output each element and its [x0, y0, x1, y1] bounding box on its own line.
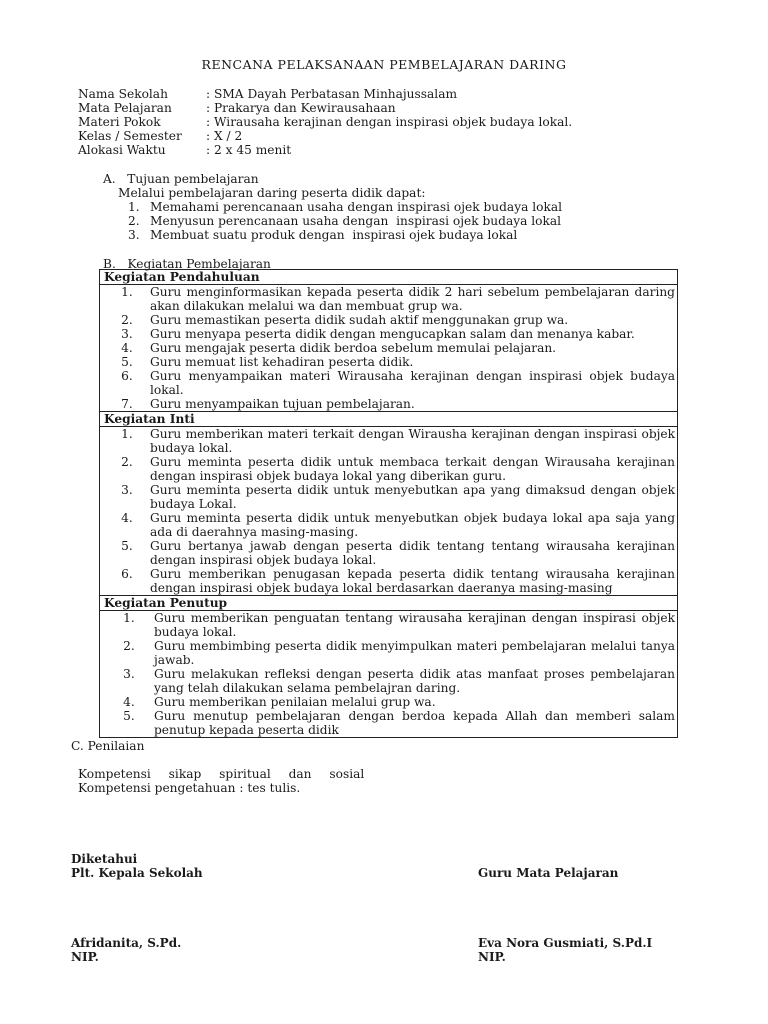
document-title: RENCANA PELAKSANAAN PEMBELAJARAN DARING: [201, 57, 567, 72]
list-item: [104, 709, 675, 737]
section-heading: B. Kegiatan Pembelajaran: [103, 257, 271, 271]
list-item: [104, 313, 675, 327]
signatory-name: Afridanita, S.Pd.: [71, 936, 182, 950]
list-item: [128, 214, 562, 228]
list-item: [104, 667, 675, 695]
item-number: 2.: [123, 639, 135, 653]
list-item: [104, 611, 675, 639]
item-number: 4.: [121, 511, 133, 525]
list-item: [104, 511, 675, 539]
item-number: 6.: [121, 369, 133, 383]
item-number: 6.: [121, 567, 133, 581]
info-label: Nama Sekolah: [78, 87, 168, 101]
table-section-title: Kegiatan Inti: [100, 412, 678, 427]
assessment-line: Kompetensi sikap spiritual dan sosial: [78, 767, 365, 781]
section-intro: Melalui pembelajaran daring peserta didik dapat:: [118, 186, 426, 200]
item-number: 4.: [121, 341, 133, 355]
item-text: Guru memberikan penguatan tentang wirausaha kerajinan dengan inspirasi objek budaya lokal.: [154, 611, 675, 639]
info-value: : Wirausaha kerajinan dengan inspirasi objek budaya lokal.: [206, 115, 573, 129]
list-item: [104, 483, 675, 511]
list-item: [104, 639, 675, 667]
item-text: Guru membimbing peserta didik menyimpulkan materi pembelajaran melalui tanya jawab.: [154, 639, 675, 667]
list-item: [104, 341, 675, 355]
item-text: Guru meminta peserta didik untuk menyebutkan objek budaya lokal apa saja yang ada di daerahnya masing-masing.: [150, 511, 675, 539]
item-number: 1.: [121, 427, 133, 441]
table-section-body: [100, 611, 678, 738]
signatory-nip: NIP.: [478, 950, 506, 964]
item-text: Guru menyampaikan materi Wirausaha kerajinan dengan inspirasi objek budaya lokal.: [150, 369, 675, 397]
item-number: 3.: [123, 667, 135, 681]
item-text: Guru mengajak peserta didik berdoa sebelum memulai pelajaran.: [150, 341, 557, 355]
item-text: Guru meminta peserta didik untuk menyebutkan apa yang dimaksud dengan objek budaya Lokal.: [150, 483, 675, 511]
item-number: 3.: [128, 228, 140, 242]
list-item: [104, 327, 675, 341]
item-number: 2.: [121, 455, 133, 469]
assessment-block: [78, 767, 364, 795]
item-number: 1.: [128, 200, 140, 214]
info-value: : SMA Dayah Perbatasan Minhajussalam: [206, 87, 458, 101]
info-row-topic: [78, 115, 572, 129]
info-label: Materi Pokok: [78, 115, 161, 129]
signature-role: Plt. Kepala Sekolah: [71, 866, 203, 880]
signature-right: [478, 866, 618, 880]
info-label: Mata Pelajaran: [78, 101, 172, 115]
info-label: Kelas / Semester: [78, 129, 182, 143]
item-text: Guru menyapa peserta didik dengan mengucapkan salam dan menanya kabar.: [150, 327, 635, 341]
info-row-subject: [78, 101, 572, 115]
info-value: : 2 x 45 menit: [206, 143, 292, 157]
signatory-nip: NIP.: [71, 950, 99, 964]
list-item: [104, 455, 675, 483]
table-section-body: [100, 285, 678, 412]
info-value: : Prakarya dan Kewirausahaan: [206, 101, 396, 115]
table-section-body: [100, 427, 678, 596]
item-text: Guru memastikan peserta didik sudah aktif menggunakan grup wa.: [150, 313, 569, 327]
list-item: [128, 200, 562, 214]
info-row-time: [78, 143, 572, 157]
section-heading: A. Tujuan pembelajaran: [103, 172, 259, 186]
item-text: Guru memuat list kehadiran peserta didik.: [150, 355, 414, 369]
signature-caption: Diketahui: [71, 852, 138, 866]
list-item: [104, 695, 675, 709]
item-text: Menyusun perencanaan usaha dengan inspirasi ojek budaya lokal: [150, 214, 562, 228]
item-number: 2.: [121, 313, 133, 327]
signature-left-name: [71, 936, 181, 964]
item-number: 2.: [128, 214, 140, 228]
list-item: [104, 427, 675, 455]
identity-block: [78, 87, 572, 157]
info-label: Alokasi Waktu: [78, 143, 166, 157]
section-objectives: [103, 172, 562, 242]
list-item: [128, 228, 562, 242]
info-row-class: [78, 129, 572, 143]
list-item: [104, 567, 675, 595]
item-text: Guru meminta peserta didik untuk membaca terkait dengan Wirausaha kerajinan dengan inspirasi objek budaya lokal yang diberikan guru.: [150, 455, 675, 483]
list-item: [104, 397, 675, 411]
item-number: 5.: [121, 355, 133, 369]
item-number: 1.: [121, 285, 133, 299]
item-number: 1.: [123, 611, 135, 625]
signature-role: Guru Mata Pelajaran: [478, 866, 619, 880]
signature-left: [71, 852, 203, 880]
item-text: Guru menyampaikan tujuan pembelajaran.: [150, 397, 415, 411]
list-item: [104, 539, 675, 567]
activities-table: [99, 269, 678, 738]
item-number: 4.: [123, 695, 135, 709]
item-text: Memahami perencanaan usaha dengan inspirasi ojek budaya lokal: [150, 200, 563, 214]
section-heading: C. Penilaian: [71, 739, 145, 753]
item-text: Membuat suatu produk dengan inspirasi ojek budaya lokal: [150, 228, 518, 242]
table-section-title: Kegiatan Pendahuluan: [100, 270, 678, 285]
item-text: Guru menutup pembelajaran dengan berdoa kepada Allah dan memberi salam penutup kepada peserta didik: [154, 709, 675, 737]
info-row-school: [78, 87, 572, 101]
item-number: 3.: [121, 483, 133, 497]
table-section-title: Kegiatan Penutup: [100, 596, 678, 611]
signature-right-name: [478, 936, 652, 964]
item-text: Guru memberikan materi terkait dengan Wirausha kerajinan dengan inspirasi objek budaya lokal.: [150, 427, 675, 455]
signatory-name: Eva Nora Gusmiati, S.Pd.I: [478, 936, 653, 950]
item-number: 3.: [121, 327, 133, 341]
item-text: Guru bertanya jawab dengan peserta didik tentang tentang wirausaha kerajinan dengan inspirasi objek budaya lokal.: [150, 539, 675, 567]
item-text: Guru memberikan penilaian melalui grup wa.: [154, 695, 436, 709]
item-number: 5.: [121, 539, 133, 553]
assessment-line: Kompetensi pengetahuan : tes tulis.: [78, 781, 301, 795]
item-number: 5.: [123, 709, 135, 723]
list-item: [104, 369, 675, 397]
item-number: 7.: [121, 397, 133, 411]
item-text: Guru menginformasikan kepada peserta didik 2 hari sebelum pembelajaran daring akan dilakukan melalui wa dan membuat grup wa.: [150, 285, 675, 313]
list-item: [104, 285, 675, 313]
info-value: : X / 2: [206, 129, 243, 143]
list-item: [104, 355, 675, 369]
item-text: Guru memberikan penugasan kepada peserta didik tentang wirausaha kerajinan dengan inspirasi objek budaya lokal berdasarkan daeranya masing-masing: [150, 567, 675, 595]
item-text: Guru melakukan refleksi dengan peserta didik atas manfaat proses pembelajaran yang telah dilakukan selama pembelajran daring.: [154, 667, 675, 695]
